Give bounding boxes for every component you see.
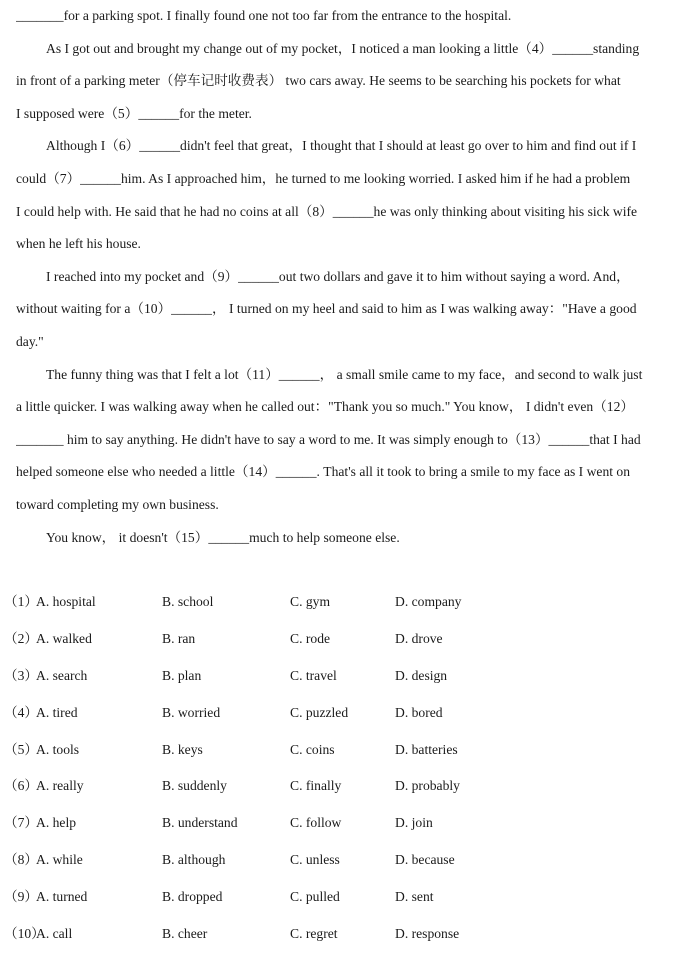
option-b: B. cheer [162,926,208,942]
option-d: D. batteries [395,741,458,757]
option-c: C. follow [290,815,342,831]
option-c: C. unless [290,852,340,868]
option-c: C. pulled [290,889,340,905]
option-a: A. call [36,926,73,942]
option-d: D. drove [395,630,443,646]
passage-line: _______for a parking spot. I finally found one not too far from the entrance to the hospital. [16,8,512,23]
option-b: B. keys [162,741,203,757]
option-d: D. response [395,926,460,942]
question-number: （9） [4,889,38,905]
option-row [0,916,692,953]
option-b: B. suddenly [162,778,227,794]
question-number: （3） [4,667,38,683]
option-b: B. school [162,594,214,609]
option-a: A. search [36,667,88,683]
option-c: C. regret [290,926,338,942]
option-c: C. puzzled [290,704,349,720]
option-row [0,584,692,621]
option-row [0,805,692,842]
question-number: （8） [4,852,38,868]
option-row [0,842,692,879]
option-d: D. join [395,815,433,831]
passage-line: The funny thing was that I felt a lot（11）______， a small smile came to my face，and second to walk just [46,366,643,382]
option-d: D. probably [395,778,460,794]
option-row [0,695,692,732]
option-b: B. worried [162,704,221,720]
option-a: A. turned [36,889,88,905]
answer-options [0,584,692,953]
passage-line: I reached into my pocket and（9）______out two dollars and gave it to him without saying a word. And， [46,268,630,284]
passage-line: As I got out and brought my change out of my pocket，I noticed a man looking a little（4）______standing [46,40,640,56]
question-number: （4） [4,704,38,720]
option-a: A. help [36,815,77,831]
passage-line: day." [16,333,44,349]
passage-line: I could help with. He said that he had no coins at all（8）______he was only thinking about visiting his sick wife [16,203,638,219]
question-number: （5） [4,741,38,757]
option-a: A. hospital [36,594,96,609]
question-number: （10） [4,926,45,942]
passage-line: without waiting for a（10）______， I turned on my heel and said to him as I was walking away："Have a good [16,301,637,317]
option-c: C. gym [290,594,331,609]
passage-line: I supposed were（5）______for the meter. [16,105,252,121]
question-number: （6） [4,778,38,794]
option-b: B. ran [162,630,196,646]
option-c: C. coins [290,741,335,757]
option-row [0,879,692,916]
option-b: B. plan [162,667,202,683]
option-b: B. dropped [162,889,223,905]
option-a: A. while [36,852,83,868]
option-c: C. travel [290,667,337,683]
passage-line: when he left his house. [16,236,141,252]
option-a: A. tired [36,704,78,720]
question-number: （1） [4,594,38,609]
passage-line: a little quicker. I was walking away when he called out："Thank you so much." You know， I didn't even（12） [16,399,634,415]
option-c: C. finally [290,778,342,794]
passage-line: Although I（6）______didn't feel that great，I thought that I should at least go over to him and find out if I [46,138,637,154]
option-d: D. sent [395,889,434,905]
option-a: A. tools [36,741,80,757]
option-c: C. rode [290,630,331,646]
option-d: D. bored [395,704,443,720]
passage-line: _______ him to say anything. He didn't have to say a word to me. It was simply enough to（13）______that I had [16,431,641,447]
option-row [0,732,692,769]
option-b: B. understand [162,815,238,831]
passage-line: in front of a parking meter（停车记时收费表） two cars away. He seems to be searching his pockets for what [16,73,621,89]
question-number: （2） [4,630,38,646]
option-a: A. really [36,778,84,794]
option-d: D. design [395,667,448,683]
passage-line: You know， it doesn't（15）______much to help someone else. [46,529,400,545]
option-a: A. walked [36,630,92,646]
question-number: （7） [4,815,38,831]
passage-line: helped someone else who needed a little（14）______. That's all it took to bring a smile to my face as I went on [16,464,631,480]
option-row [0,658,692,695]
passage-line: could（7）______him. As I approached him，he turned to me looking worried. I asked him if he had a problem [16,170,631,186]
option-d: D. company [395,594,462,609]
passage [16,0,680,554]
option-b: B. although [162,852,226,868]
option-row [0,621,692,658]
passage-line: toward completing my own business. [16,496,219,512]
option-row [0,768,692,805]
option-d: D. because [395,852,455,868]
